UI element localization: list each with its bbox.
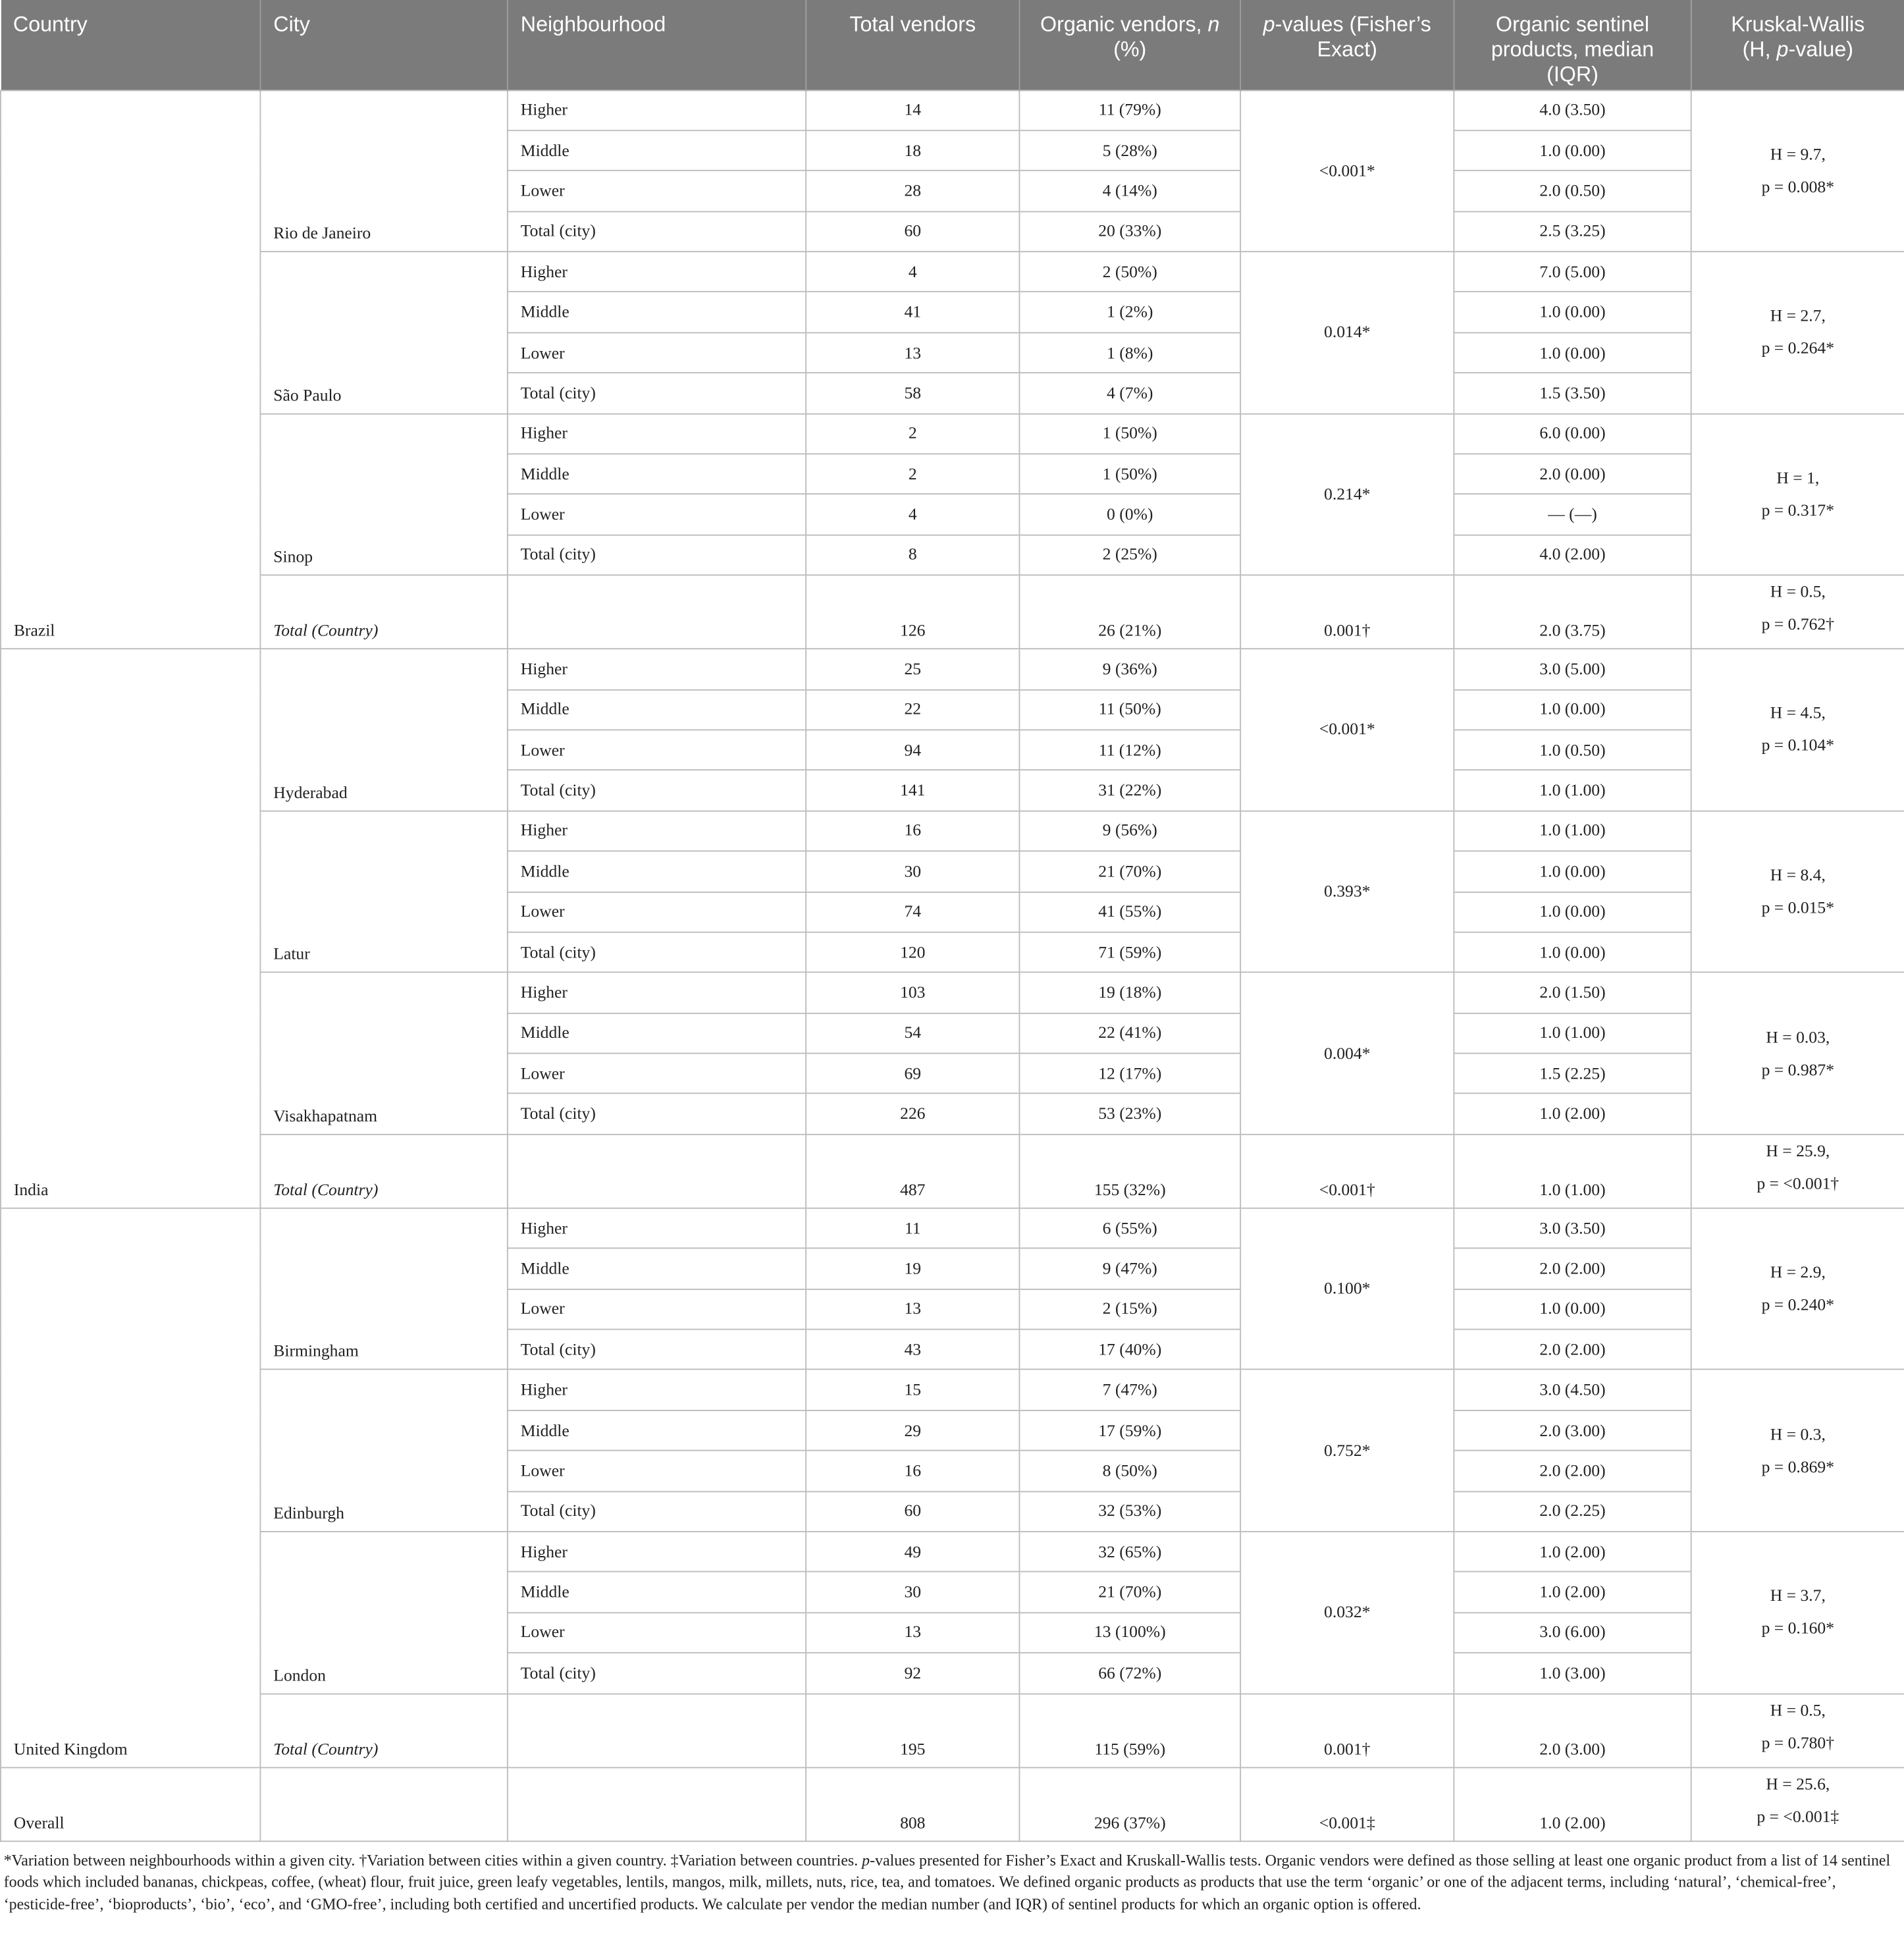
header-pvalues bbox=[1240, 0, 1454, 90]
city-cell: Visakhapatnam bbox=[260, 973, 507, 1135]
kw-p-value: p = 0.104* bbox=[1761, 736, 1835, 755]
total-vendors-cell: 16 bbox=[806, 811, 1019, 851]
kw-p-value: p = 0.264* bbox=[1761, 338, 1835, 358]
neighbourhood-cell: Middle bbox=[508, 1248, 806, 1289]
neighbourhood-cell: Lower bbox=[508, 333, 806, 373]
total-vendors-cell: 30 bbox=[806, 851, 1019, 892]
total-vendors-cell: 29 bbox=[806, 1410, 1019, 1451]
kw-p-value: p = 0.780† bbox=[1761, 1732, 1835, 1752]
total-vendors-cell: 226 bbox=[806, 1094, 1019, 1134]
total-vendors-cell: 60 bbox=[806, 211, 1019, 252]
sentinel-median-cell: 2.0 (2.25) bbox=[1454, 1491, 1691, 1532]
organic-vendors-cell: 11 (12%) bbox=[1019, 730, 1240, 770]
neighbourhood-cell: Middle bbox=[508, 454, 806, 494]
sentinel-median-cell: 1.5 (2.25) bbox=[1454, 1054, 1691, 1094]
organic-vendors-cell: 53 (23%) bbox=[1019, 1094, 1240, 1134]
kruskal-wallis-cell bbox=[1691, 811, 1904, 973]
neighbourhood-cell: Higher bbox=[508, 90, 806, 130]
overall-row bbox=[1, 1767, 1904, 1841]
sentinel-median-cell: 1.0 (1.00) bbox=[1454, 1135, 1691, 1208]
fisher-pvalue-cell: <0.001‡ bbox=[1240, 1767, 1454, 1841]
kw-h-value: H = 9.7, bbox=[1770, 144, 1826, 164]
organic-vendors-cell: 17 (59%) bbox=[1019, 1410, 1240, 1451]
organic-vendors-cell: 1 (50%) bbox=[1019, 414, 1240, 454]
city-cell: Rio de Janeiro bbox=[260, 90, 507, 252]
kw-p-value: p = 0.317* bbox=[1761, 500, 1835, 520]
neighbourhood-cell: Total (city) bbox=[508, 770, 806, 811]
total-vendors-cell: 103 bbox=[806, 973, 1019, 1013]
organic-vendors-cell: 4 (7%) bbox=[1019, 373, 1240, 414]
neighbourhood-cell: Higher bbox=[508, 252, 806, 292]
fisher-pvalue-cell: 0.752* bbox=[1240, 1370, 1454, 1532]
organic-vendors-cell: 6 (55%) bbox=[1019, 1208, 1240, 1248]
kw-p-value: p = <0.001† bbox=[1757, 1173, 1839, 1193]
table-header bbox=[1, 0, 1904, 90]
sentinel-median-cell: 3.0 (3.50) bbox=[1454, 1208, 1691, 1248]
kw-h-value: H = 4.5, bbox=[1770, 703, 1826, 723]
sentinel-median-cell: 1.0 (0.00) bbox=[1454, 130, 1691, 171]
kruskal-wallis-cell bbox=[1691, 973, 1904, 1135]
total-vendors-cell: 30 bbox=[806, 1572, 1019, 1612]
total-vendors-cell: 2 bbox=[806, 414, 1019, 454]
neighbourhood-cell: Total (city) bbox=[508, 1094, 806, 1134]
organic-vendors-cell: 296 (37%) bbox=[1019, 1767, 1240, 1841]
table-row bbox=[1, 1370, 1904, 1410]
neighbourhood-cell: Lower bbox=[508, 1289, 806, 1329]
organic-vendors-cell: 1 (50%) bbox=[1019, 454, 1240, 494]
neighbourhood-cell: Middle bbox=[508, 1572, 806, 1612]
kw-p-value: p = 0.762† bbox=[1761, 614, 1835, 633]
neighbourhood-cell bbox=[508, 1694, 806, 1767]
neighbourhood-cell: Total (city) bbox=[508, 535, 806, 575]
header-city: City bbox=[260, 0, 507, 90]
kw-h-value: H = 3.7, bbox=[1770, 1586, 1826, 1605]
neighbourhood-cell: Middle bbox=[508, 292, 806, 333]
total-vendors-cell: 195 bbox=[806, 1694, 1019, 1767]
table-row bbox=[1, 90, 1904, 130]
fisher-pvalue-cell: 0.001† bbox=[1240, 1694, 1454, 1767]
total-vendors-cell: 28 bbox=[806, 171, 1019, 211]
total-vendors-cell: 43 bbox=[806, 1329, 1019, 1370]
overall-label: Overall bbox=[1, 1767, 260, 1841]
kw-h-value: H = 0.3, bbox=[1770, 1424, 1826, 1443]
table-body bbox=[1, 90, 1904, 1841]
table-row bbox=[1, 973, 1904, 1013]
neighbourhood-cell bbox=[508, 576, 806, 649]
country-cell: India bbox=[1, 649, 260, 1208]
country-total-label: Total (Country) bbox=[260, 1694, 507, 1767]
organic-vendors-cell: 12 (17%) bbox=[1019, 1054, 1240, 1094]
neighbourhood-cell: Lower bbox=[508, 1054, 806, 1094]
total-vendors-cell: 2 bbox=[806, 454, 1019, 494]
organic-vendors-cell: 19 (18%) bbox=[1019, 973, 1240, 1013]
organic-vendors-cell: 9 (56%) bbox=[1019, 811, 1240, 851]
sentinel-median-cell: 2.0 (2.00) bbox=[1454, 1451, 1691, 1491]
kw-h-value: H = 2.7, bbox=[1770, 306, 1826, 325]
neighbourhood-cell: Total (city) bbox=[508, 373, 806, 414]
footnote-part2: -values presented for Fisher’s Exact and Kruskall-Wallis tests. Organic vendors were defined as those selling at least one organic product from a list of 14 sentinel foods which included bananas, chickpeas, coffee, (wheat) flour, fruit juice, green leafy vegetables, lentils, mangos, milk, millets, nuts, rice, tea, and tomatoes. We defined organic products as products that use the term ‘organic’ or one of the adjacent terms, including ‘natural’, ‘chemical-free’, ‘pesticide-free’, ‘bioproducts’, ‘bio’, ‘eco’, and ‘GMO-free’, including both certified and uncertified products. We calculate per vendor the median number (and IQR) of sentinel products for which an organic option is offered. bbox=[3, 1851, 1891, 1913]
organic-vendors-cell: 26 (21%) bbox=[1019, 576, 1240, 649]
header-pvalues-rest: -values (Fisher’s Exact) bbox=[1275, 12, 1431, 61]
fisher-pvalue-cell: 0.001† bbox=[1240, 576, 1454, 649]
footnote-part1: *Variation between neighbourhoods within a given city. †Variation between cities within a given country. ‡Variation between countries. bbox=[3, 1851, 862, 1869]
city-cell: Latur bbox=[260, 811, 507, 973]
sentinel-median-cell: 1.0 (2.00) bbox=[1454, 1767, 1691, 1841]
country-total-row bbox=[1, 576, 1904, 649]
header-row bbox=[1, 0, 1904, 90]
header-total-vendors: Total vendors bbox=[806, 0, 1019, 90]
organic-vendors-cell: 4 (14%) bbox=[1019, 171, 1240, 211]
fisher-pvalue-cell: 0.214* bbox=[1240, 414, 1454, 576]
total-vendors-cell: 13 bbox=[806, 1289, 1019, 1329]
sentinel-median-cell: 2.0 (0.00) bbox=[1454, 454, 1691, 494]
organic-vendors-cell: 5 (28%) bbox=[1019, 130, 1240, 171]
neighbourhood-cell: Lower bbox=[508, 892, 806, 932]
fisher-pvalue-cell: <0.001† bbox=[1240, 1135, 1454, 1208]
total-vendors-cell: 94 bbox=[806, 730, 1019, 770]
header-pvalues-p: p bbox=[1263, 12, 1275, 36]
organic-vendors-cell: 11 (79%) bbox=[1019, 90, 1240, 130]
sentinel-median-cell: 2.0 (3.00) bbox=[1454, 1694, 1691, 1767]
organic-vendors-cell: 8 (50%) bbox=[1019, 1451, 1240, 1491]
fisher-pvalue-cell: 0.032* bbox=[1240, 1532, 1454, 1694]
sentinel-median-cell: 1.0 (1.00) bbox=[1454, 1013, 1691, 1053]
header-organic-vendors-n: n bbox=[1207, 12, 1220, 36]
sentinel-median-cell: 1.0 (2.00) bbox=[1454, 1572, 1691, 1612]
country-cell: United Kingdom bbox=[1, 1208, 260, 1767]
total-vendors-cell: 16 bbox=[806, 1451, 1019, 1491]
organic-vendors-cell: 21 (70%) bbox=[1019, 851, 1240, 892]
kruskal-wallis-cell bbox=[1691, 576, 1904, 649]
total-vendors-cell: 49 bbox=[806, 1532, 1019, 1572]
total-vendors-cell: 13 bbox=[806, 1613, 1019, 1653]
table-footnotes bbox=[0, 1841, 1904, 1916]
sentinel-median-cell: 2.0 (2.00) bbox=[1454, 1329, 1691, 1370]
total-vendors-cell: 487 bbox=[806, 1135, 1019, 1208]
kw-p-value: p = 0.008* bbox=[1761, 176, 1835, 196]
sentinel-median-cell: 1.0 (0.00) bbox=[1454, 851, 1691, 892]
sentinel-median-cell: 3.0 (4.50) bbox=[1454, 1370, 1691, 1410]
kruskal-wallis-cell bbox=[1691, 1767, 1904, 1841]
country-total-row bbox=[1, 1694, 1904, 1767]
kruskal-wallis-cell bbox=[1691, 1694, 1904, 1767]
kruskal-wallis-cell bbox=[1691, 90, 1904, 252]
kw-p-value: p = 0.015* bbox=[1761, 898, 1835, 917]
sentinel-median-cell: 1.0 (0.00) bbox=[1454, 932, 1691, 973]
fisher-pvalue-cell: <0.001* bbox=[1240, 90, 1454, 252]
total-vendors-cell: 22 bbox=[806, 689, 1019, 730]
total-vendors-cell: 14 bbox=[806, 90, 1019, 130]
sentinel-median-cell: 1.0 (0.50) bbox=[1454, 730, 1691, 770]
kruskal-wallis-cell bbox=[1691, 1135, 1904, 1208]
sentinel-median-cell: 2.0 (0.50) bbox=[1454, 171, 1691, 211]
kw-h-value: H = 0.5, bbox=[1770, 582, 1826, 601]
table-row bbox=[1, 1532, 1904, 1572]
sentinel-median-cell: 3.0 (6.00) bbox=[1454, 1613, 1691, 1653]
neighbourhood-cell: Total (city) bbox=[508, 1491, 806, 1532]
total-vendors-cell: 15 bbox=[806, 1370, 1019, 1410]
total-vendors-cell: 60 bbox=[806, 1491, 1019, 1532]
neighbourhood-cell: Total (city) bbox=[508, 932, 806, 973]
sentinel-median-cell: 1.0 (3.00) bbox=[1454, 1653, 1691, 1693]
organic-vendors-cell: 1 (8%) bbox=[1019, 333, 1240, 373]
city-cell bbox=[260, 1767, 507, 1841]
neighbourhood-cell: Total (city) bbox=[508, 1329, 806, 1370]
sentinel-median-cell: 2.0 (1.50) bbox=[1454, 973, 1691, 1013]
kw-p-value: p = 0.987* bbox=[1761, 1060, 1835, 1079]
sentinel-median-cell: 6.0 (0.00) bbox=[1454, 414, 1691, 454]
neighbourhood-cell: Middle bbox=[508, 1013, 806, 1053]
organic-vendors-cell: 2 (50%) bbox=[1019, 252, 1240, 292]
fisher-pvalue-cell: 0.393* bbox=[1240, 811, 1454, 973]
total-vendors-cell: 120 bbox=[806, 932, 1019, 973]
organic-vendors-cell: 9 (36%) bbox=[1019, 649, 1240, 689]
sentinel-median-cell: 4.0 (2.00) bbox=[1454, 535, 1691, 575]
sentinel-median-cell: 1.0 (0.00) bbox=[1454, 1289, 1691, 1329]
kruskal-wallis-cell bbox=[1691, 1208, 1904, 1370]
sentinel-median-cell: 2.0 (3.00) bbox=[1454, 1410, 1691, 1451]
header-kw-close: -value) bbox=[1788, 37, 1854, 61]
neighbourhood-cell: Higher bbox=[508, 811, 806, 851]
sentinel-median-cell: 7.0 (5.00) bbox=[1454, 252, 1691, 292]
kw-h-value: H = 0.5, bbox=[1770, 1700, 1826, 1719]
organic-vendors-cell: 9 (47%) bbox=[1019, 1248, 1240, 1289]
total-vendors-cell: 74 bbox=[806, 892, 1019, 932]
fisher-pvalue-cell: 0.014* bbox=[1240, 252, 1454, 414]
organic-vendors-cell: 11 (50%) bbox=[1019, 689, 1240, 730]
total-vendors-cell: 126 bbox=[806, 576, 1019, 649]
kruskal-wallis-cell bbox=[1691, 252, 1904, 414]
kw-h-value: H = 25.9, bbox=[1766, 1141, 1830, 1160]
sentinel-median-cell: 2.5 (3.25) bbox=[1454, 211, 1691, 252]
sentinel-median-cell: 1.0 (0.00) bbox=[1454, 292, 1691, 333]
header-sentinel: Organic sentinel products, median (IQR) bbox=[1454, 0, 1691, 90]
sentinel-median-cell: 3.0 (5.00) bbox=[1454, 649, 1691, 689]
sentinel-median-cell: 1.0 (1.00) bbox=[1454, 770, 1691, 811]
total-vendors-cell: 69 bbox=[806, 1054, 1019, 1094]
neighbourhood-cell: Higher bbox=[508, 1370, 806, 1410]
city-cell: Birmingham bbox=[260, 1208, 507, 1370]
total-vendors-cell: 58 bbox=[806, 373, 1019, 414]
sentinel-median-cell: 1.0 (0.00) bbox=[1454, 689, 1691, 730]
organic-vendors-cell: 66 (72%) bbox=[1019, 1653, 1240, 1693]
neighbourhood-cell: Lower bbox=[508, 171, 806, 211]
organic-vendors-cell: 115 (59%) bbox=[1019, 1694, 1240, 1767]
country-cell: Brazil bbox=[1, 90, 260, 649]
sentinel-median-cell: — (—) bbox=[1454, 495, 1691, 535]
table-row bbox=[1, 649, 1904, 689]
organic-vendors-cell: 32 (65%) bbox=[1019, 1532, 1240, 1572]
fisher-pvalue-cell: 0.004* bbox=[1240, 973, 1454, 1135]
neighbourhood-cell: Lower bbox=[508, 730, 806, 770]
header-neighbourhood: Neighbourhood bbox=[508, 0, 806, 90]
organic-vendors-cell: 17 (40%) bbox=[1019, 1329, 1240, 1370]
organic-vendors-cell: 1 (2%) bbox=[1019, 292, 1240, 333]
sentinel-median-cell: 1.0 (1.00) bbox=[1454, 811, 1691, 851]
organic-vendors-cell: 0 (0%) bbox=[1019, 495, 1240, 535]
header-organic-vendors bbox=[1019, 0, 1240, 90]
organic-vendors-cell: 20 (33%) bbox=[1019, 211, 1240, 252]
total-vendors-cell: 19 bbox=[806, 1248, 1019, 1289]
organic-vendors-cell: 22 (41%) bbox=[1019, 1013, 1240, 1053]
sentinel-median-cell: 1.5 (3.50) bbox=[1454, 373, 1691, 414]
country-total-row bbox=[1, 1135, 1904, 1208]
fisher-pvalue-cell: <0.001* bbox=[1240, 649, 1454, 811]
kw-p-value: p = 0.160* bbox=[1761, 1619, 1835, 1638]
neighbourhood-cell bbox=[508, 1135, 806, 1208]
neighbourhood-cell: Middle bbox=[508, 1410, 806, 1451]
kw-h-value: H = 8.4, bbox=[1770, 865, 1826, 884]
neighbourhood-cell bbox=[508, 1767, 806, 1841]
header-kw-top: Kruskal-Wallis bbox=[1731, 12, 1865, 36]
fisher-pvalue-cell: 0.100* bbox=[1240, 1208, 1454, 1370]
footnote-p-italic: p bbox=[862, 1851, 870, 1869]
neighbourhood-cell: Higher bbox=[508, 973, 806, 1013]
kw-h-value: H = 25.6, bbox=[1766, 1773, 1830, 1793]
neighbourhood-cell: Higher bbox=[508, 649, 806, 689]
kw-h-value: H = 1, bbox=[1776, 468, 1820, 487]
header-organic-vendors-post: (%) bbox=[1113, 37, 1147, 61]
header-kruskal-wallis bbox=[1691, 0, 1904, 90]
neighbourhood-cell: Lower bbox=[508, 1451, 806, 1491]
city-cell: Sinop bbox=[260, 414, 507, 576]
kw-h-value: H = 2.9, bbox=[1770, 1262, 1826, 1282]
organic-vendors-cell: 31 (22%) bbox=[1019, 770, 1240, 811]
neighbourhood-cell: Higher bbox=[508, 1208, 806, 1248]
total-vendors-cell: 18 bbox=[806, 130, 1019, 171]
city-cell: Hyderabad bbox=[260, 649, 507, 811]
neighbourhood-cell: Higher bbox=[508, 414, 806, 454]
kruskal-wallis-cell bbox=[1691, 414, 1904, 576]
kruskal-wallis-cell bbox=[1691, 1370, 1904, 1532]
table-row bbox=[1, 1208, 1904, 1248]
neighbourhood-cell: Middle bbox=[508, 689, 806, 730]
sentinel-median-cell: 2.0 (3.75) bbox=[1454, 576, 1691, 649]
table-row bbox=[1, 811, 1904, 851]
country-total-label: Total (Country) bbox=[260, 576, 507, 649]
kw-p-value: p = 0.240* bbox=[1761, 1295, 1835, 1314]
kw-h-value: H = 0.03, bbox=[1766, 1027, 1830, 1046]
kruskal-wallis-cell bbox=[1691, 1532, 1904, 1694]
organic-vendors-cell: 7 (47%) bbox=[1019, 1370, 1240, 1410]
total-vendors-cell: 13 bbox=[806, 333, 1019, 373]
organic-vendors-cell: 2 (15%) bbox=[1019, 1289, 1240, 1329]
table-row bbox=[1, 252, 1904, 292]
city-cell: São Paulo bbox=[260, 252, 507, 414]
country-total-label: Total (Country) bbox=[260, 1135, 507, 1208]
total-vendors-cell: 4 bbox=[806, 252, 1019, 292]
kruskal-wallis-cell bbox=[1691, 649, 1904, 811]
sentinel-median-cell: 4.0 (3.50) bbox=[1454, 90, 1691, 130]
total-vendors-cell: 54 bbox=[806, 1013, 1019, 1053]
neighbourhood-cell: Lower bbox=[508, 495, 806, 535]
organic-vendors-cell: 2 (25%) bbox=[1019, 535, 1240, 575]
kw-p-value: p = <0.001‡ bbox=[1757, 1806, 1839, 1825]
total-vendors-cell: 8 bbox=[806, 535, 1019, 575]
organic-vendors-cell: 21 (70%) bbox=[1019, 1572, 1240, 1612]
total-vendors-cell: 11 bbox=[806, 1208, 1019, 1248]
neighbourhood-cell: Higher bbox=[508, 1532, 806, 1572]
organic-vendors-cell: 155 (32%) bbox=[1019, 1135, 1240, 1208]
city-cell: London bbox=[260, 1532, 507, 1694]
header-country: Country bbox=[1, 0, 260, 90]
organic-vendors-cell: 13 (100%) bbox=[1019, 1613, 1240, 1653]
organic-vendors-cell: 32 (53%) bbox=[1019, 1491, 1240, 1532]
sentinel-median-cell: 1.0 (2.00) bbox=[1454, 1532, 1691, 1572]
table-row bbox=[1, 414, 1904, 454]
neighbourhood-cell: Lower bbox=[508, 1613, 806, 1653]
header-organic-vendors-pre: Organic vendors, bbox=[1040, 12, 1208, 36]
organic-vendors-cell: 71 (59%) bbox=[1019, 932, 1240, 973]
total-vendors-cell: 141 bbox=[806, 770, 1019, 811]
kw-p-value: p = 0.869* bbox=[1761, 1457, 1835, 1476]
total-vendors-cell: 41 bbox=[806, 292, 1019, 333]
sentinel-median-cell: 2.0 (2.00) bbox=[1454, 1248, 1691, 1289]
total-vendors-cell: 25 bbox=[806, 649, 1019, 689]
city-cell: Edinburgh bbox=[260, 1370, 507, 1532]
neighbourhood-cell: Middle bbox=[508, 130, 806, 171]
sentinel-median-cell: 1.0 (2.00) bbox=[1454, 1094, 1691, 1134]
neighbourhood-cell: Middle bbox=[508, 851, 806, 892]
neighbourhood-cell: Total (city) bbox=[508, 1653, 806, 1693]
total-vendors-cell: 808 bbox=[806, 1767, 1019, 1841]
header-kw-p: p bbox=[1776, 37, 1789, 61]
sentinel-median-cell: 1.0 (0.00) bbox=[1454, 333, 1691, 373]
neighbourhood-cell: Total (city) bbox=[508, 211, 806, 252]
header-kw-open: (H, bbox=[1742, 37, 1777, 61]
total-vendors-cell: 4 bbox=[806, 495, 1019, 535]
total-vendors-cell: 92 bbox=[806, 1653, 1019, 1693]
organic-vendors-cell: 41 (55%) bbox=[1019, 892, 1240, 932]
sentinel-median-cell: 1.0 (0.00) bbox=[1454, 892, 1691, 932]
